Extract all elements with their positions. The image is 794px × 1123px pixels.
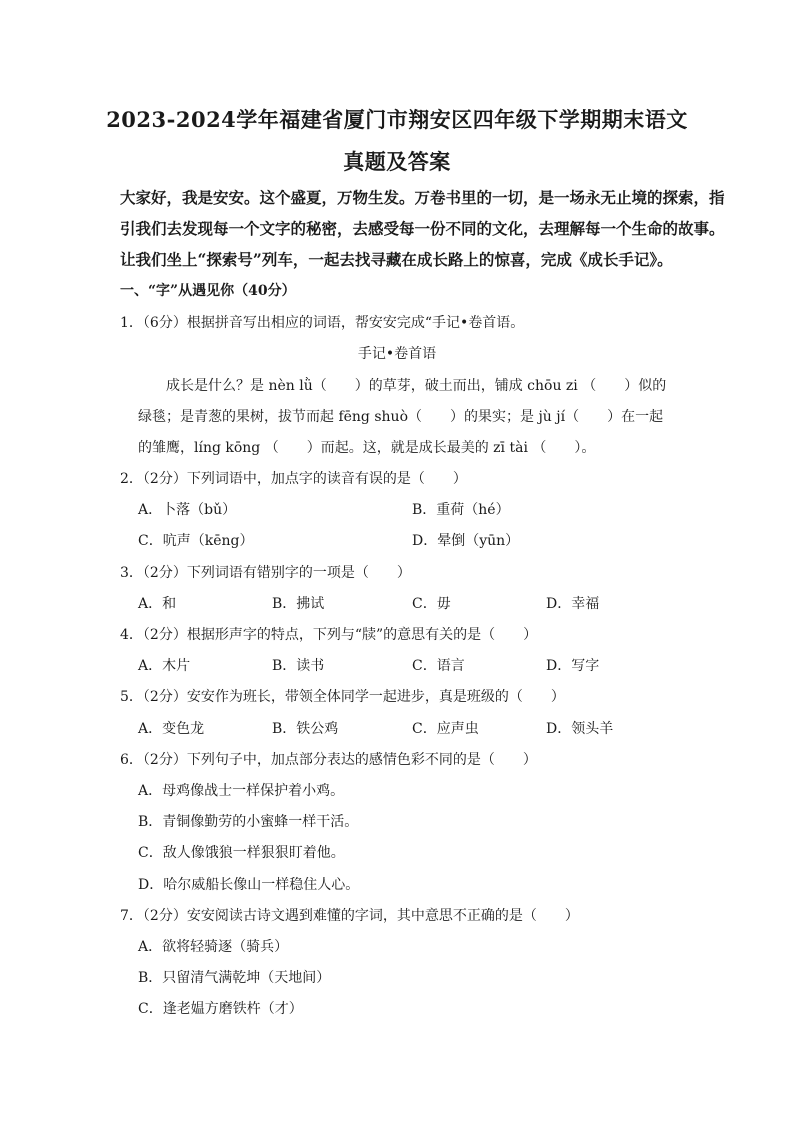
answer-option: D．幸福 <box>546 596 600 612</box>
answer-option: D．领头羊 <box>546 721 614 737</box>
question-stem: 7．（2分）安安阅读古诗文遇到难懂的字词，其中意思不正确的是（ ） <box>120 908 579 924</box>
passage-line: 成长是什么？是 nèn lǜ（ ）的草芽，破土而出，铺成 chōu zi （ ）似的 <box>166 378 667 394</box>
intro-line: 大家好，我是安安。这个盛夏，万物生发。万卷书里的一切，是一场永无止境的探索，指 <box>120 188 725 207</box>
answer-option: C．语言 <box>412 658 465 674</box>
answer-option: B．重荷（hé） <box>412 502 510 518</box>
question-stem: 5．（2分）安安作为班长，带领全体同学一起进步，真是班级的（ ） <box>120 689 565 705</box>
answer-option: A．欲将轻骑逐（骑兵） <box>138 939 289 955</box>
answer-option: D．写字 <box>546 658 600 674</box>
answer-option: A．卜落（bǔ） <box>138 502 237 518</box>
intro-line: 让我们坐上“探索号”列车，一起去找寻藏在成长路上的惊喜，完成《成长手记》。 <box>120 250 673 269</box>
answer-option: A．和 <box>138 596 177 612</box>
answer-option: B．读书 <box>272 658 325 674</box>
question-stem: 6．（2分）下列句子中，加点部分表达的感情色彩不同的是（ ） <box>120 752 537 768</box>
intro-line: 引我们去发现每一个文字的秘密，去感受每一份不同的文化，去理解每一个生命的故事。 <box>120 219 725 238</box>
answer-option: A．变色龙 <box>138 721 205 737</box>
question-stem: 1．（6分）根据拼音写出相应的词语，帮安安完成“手记•卷首语。 <box>120 315 525 331</box>
answer-option: B．铁公鸡 <box>272 721 339 737</box>
answer-option: D．晕倒（yūn） <box>412 533 520 549</box>
answer-option: D．哈尔威船长像山一样稳住人心。 <box>138 877 360 893</box>
answer-option: B．青铜像勤劳的小蜜蜂一样干活。 <box>138 814 359 830</box>
document-title-line2: 真题及答案 <box>343 149 451 174</box>
question-stem: 3．（2分）下列词语有错别字的一项是（ ） <box>120 565 411 581</box>
section-heading: 一、“字”从遇见你（40分） <box>120 283 296 299</box>
passage-subtitle: 手记•卷首语 <box>357 346 437 362</box>
answer-option: C．毋 <box>412 596 451 612</box>
question-stem: 4．（2分）根据形声字的特点，下列与“牍”的意思有关的是（ ） <box>120 627 538 643</box>
document-title-line1: 2023-2024学年福建省厦门市翔安区四年级下学期期末语文 <box>106 107 688 132</box>
answer-option: C．逢老媪方磨铁杵（才） <box>138 1001 303 1017</box>
question-stem: 2．（2分）下列词语中，加点字的读音有误的是（ ） <box>120 471 467 487</box>
answer-option: B．拂试 <box>272 596 325 612</box>
answer-option: C．吭声（kēng） <box>138 533 254 549</box>
answer-option: A．母鸡像战士一样保护着小鸡。 <box>138 783 345 799</box>
answer-option: B．只留清气满乾坤（天地间） <box>138 970 331 986</box>
passage-line: 绿毯；是青葱的果树，拔节而起 fēng shuò（ ）的果实；是 jù jí（ ）在一起 <box>138 409 664 425</box>
answer-option: C．敌人像饿狼一样狠狠盯着他。 <box>138 845 345 861</box>
answer-option: C．应声虫 <box>412 721 479 737</box>
answer-option: A．木片 <box>138 658 191 674</box>
passage-line: 的雏鹰，líng kōng （ ）而起。这，就是成长最美的 zī tài （ ）。 <box>138 440 596 456</box>
